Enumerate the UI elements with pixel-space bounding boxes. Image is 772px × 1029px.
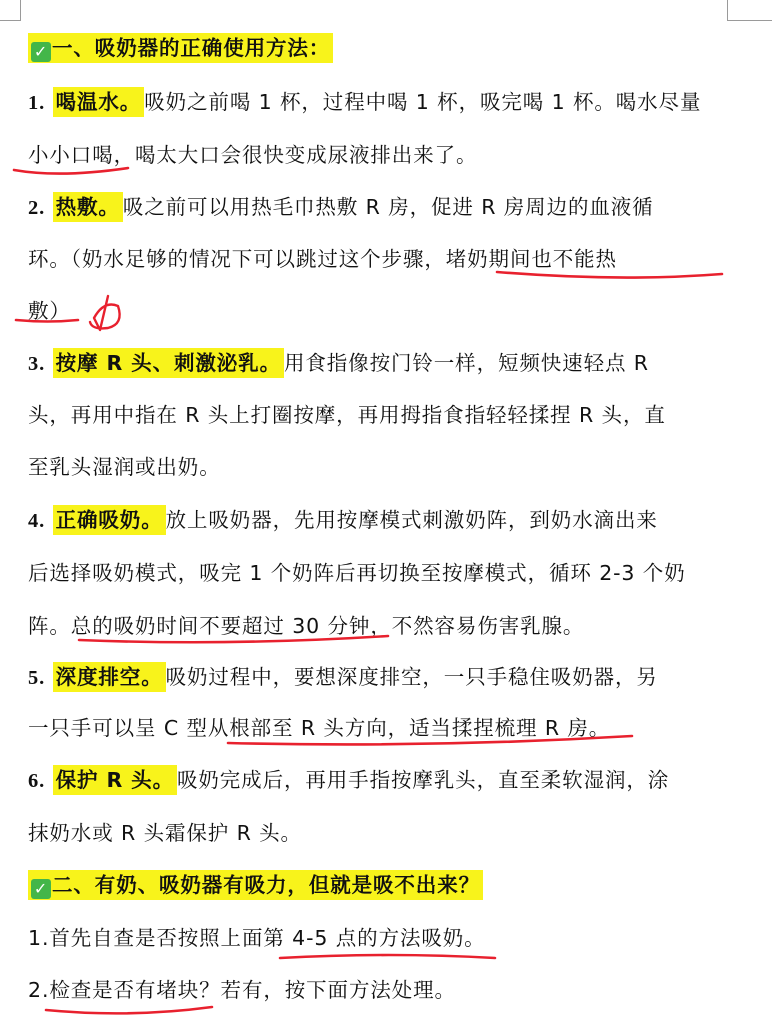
step-6-number: 6.	[28, 770, 46, 792]
step-4-line-1	[28, 503, 758, 538]
step-2-text-1: 吸之前可以用热毛巾热敷 R 房，促进 R 房周边的血液循	[122, 195, 654, 219]
step-5-number: 5.	[28, 667, 46, 689]
step-1-text-1: 吸奶之前喝 1 杯，过程中喝 1 杯，吸完喝 1 杯。喝水尽量	[144, 90, 702, 114]
step-2-line-2	[28, 242, 758, 276]
step-2-line-1	[28, 190, 758, 225]
step-5-text-2: 一只手可以呈 C 型从根部至 R 头方向，适当揉捏梳理 R 房。	[28, 716, 611, 740]
section-2-item-1	[28, 921, 758, 955]
step-3-line-1	[28, 346, 758, 381]
page-corner-mark-left	[0, 0, 21, 21]
section-2-title: 二、有奶、吸奶器有吸力，但就是吸不出来？	[52, 873, 480, 897]
step-5-title: 深度排空。	[53, 662, 166, 692]
step-2-line-3	[28, 294, 758, 328]
step-4-number: 4.	[28, 510, 46, 532]
step-3-text-3: 至乳头湿润或出奶。	[28, 455, 221, 479]
step-1-number: 1.	[28, 92, 46, 114]
check-mark-icon: ✓	[31, 879, 51, 899]
step-3-line-3	[28, 450, 758, 484]
step-1-line-1	[28, 85, 758, 120]
step-6-line-1	[28, 763, 758, 798]
step-4-title: 正确吸奶。	[53, 505, 166, 535]
underline-stroke	[46, 1007, 212, 1013]
page-corner-mark-right	[727, 0, 772, 21]
step-3-number: 3.	[28, 353, 46, 375]
step-4-text-3: 阵。总的吸奶时间不要超过 30 分钟，不然容易伤害乳腺。	[28, 614, 585, 638]
step-6-text-1: 吸奶完成后，再用手指按摩乳头，直至柔软湿润，涂	[176, 768, 670, 792]
step-4-line-2	[28, 556, 758, 590]
section-2-item-2	[28, 973, 758, 1007]
step-4-text-2: 后选择吸奶模式，吸完 1 个奶阵后再切换至按摩模式，循环 2-3 个奶	[28, 561, 686, 585]
section-1-title: 一、吸奶器的正确使用方法：	[52, 36, 331, 60]
section-1-heading	[28, 31, 758, 65]
check-mark-icon: ✓	[31, 42, 51, 62]
step-1-line-2	[28, 138, 758, 172]
step-2-text-2: 环。（奶水足够的情况下可以跳过这个步骤，堵奶期间也不能热	[28, 247, 617, 271]
step-4-line-3	[28, 609, 758, 643]
step-3-title: 按摩 R 头、刺激泌乳。	[53, 348, 284, 378]
section-2-heading	[28, 868, 758, 902]
step-4-text-1: 放上吸奶器，先用按摩模式刺激奶阵，到奶水滴出来	[165, 508, 658, 532]
section-2-item-1-text: 1.首先自查是否按照上面第 4-5 点的方法吸奶。	[28, 926, 486, 950]
step-6-title: 保护 R 头。	[53, 765, 177, 795]
step-5-text-1: 吸奶过程中，要想深度排空，一只手稳住吸奶器，另	[165, 665, 658, 689]
step-3-line-2	[28, 398, 758, 432]
step-5-line-1	[28, 660, 758, 695]
underline-stroke	[280, 955, 495, 958]
step-3-text-1: 用食指像按门铃一样，短频快速轻点 R	[283, 351, 649, 375]
step-2-title: 热敷。	[53, 192, 123, 222]
step-5-line-2	[28, 711, 758, 745]
step-1-text-2: 小小口喝，喝太大口会很快变成尿液排出来了。	[28, 143, 478, 167]
step-6-text-2: 抹奶水或 R 头霜保护 R 头。	[28, 821, 302, 845]
step-2-text-3: 敷）	[28, 299, 71, 323]
step-6-line-2	[28, 816, 758, 850]
step-3-text-2: 头，再用中指在 R 头上打圈按摩，再用拇指食指轻轻揉捏 R 头，直	[28, 403, 666, 427]
step-2-number: 2.	[28, 197, 46, 219]
step-1-title: 喝温水。	[53, 87, 145, 117]
section-2-item-2-text: 2.检查是否有堵块？若有，按下面方法处理。	[28, 978, 456, 1002]
